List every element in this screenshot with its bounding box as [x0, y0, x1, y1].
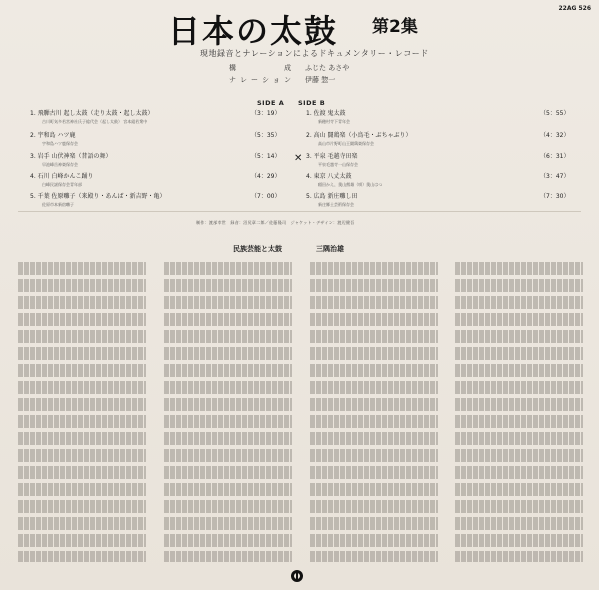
track-b-1 — [306, 108, 350, 125]
credit-role: 構成 — [229, 64, 291, 72]
track-duration: （3：19） — [251, 110, 281, 117]
track-title: 2. 高山 闘鶏楽（小鳥毛・ぶちゃぶり） — [306, 132, 412, 139]
credit-narration — [229, 75, 335, 85]
track-performer: 新穂村寺下青年会 — [318, 119, 350, 124]
track-a-3 — [30, 151, 112, 168]
track-a-1 — [30, 108, 154, 125]
track-b-4 — [306, 171, 382, 188]
track-performer: 早池峰岳神楽保存会 — [42, 162, 78, 167]
credit-role: ナレーション — [229, 76, 291, 84]
album-title: 日本の太鼓 — [168, 12, 339, 50]
track-title: 2. 宇和島 ハツ鹿 — [30, 132, 76, 139]
side-b-label: SIDE B — [298, 99, 326, 107]
track-title: 4. 東京 八丈太鼓 — [306, 173, 352, 180]
track-duration: （6：31） — [540, 153, 570, 160]
track-duration: （3：47） — [540, 173, 570, 180]
track-performer: 古川町気多若宮神社氏子総代会（起し太鼓） 宮本組若衆中 — [42, 119, 148, 124]
essay-author: 三隅治雄 — [316, 245, 344, 253]
track-performer: 平泉毛越寺一山保存会 — [318, 162, 358, 167]
credit-composition — [229, 63, 349, 73]
track-duration: （4：29） — [251, 173, 281, 180]
essay-column — [18, 262, 146, 562]
track-title: 5. 広島 新庄囃し田 — [306, 193, 358, 200]
track-performer: 宇和島ハツ鹿保存会 — [42, 141, 78, 146]
x-mark-icon: ✕ — [294, 153, 303, 164]
album-subtitle: 現地録音とナレーションによるドキュメンタリー・レコード — [200, 49, 429, 58]
catalog-number: 22AG 526 — [558, 5, 591, 12]
track-a-5 — [30, 191, 166, 208]
track-duration: （5：55） — [540, 110, 570, 117]
staff-credits: 制作：渡部幸世 録音：沼尻章二郎／佐藤隆司 ジャケット・デザイン：渡辺健吾 — [196, 220, 355, 225]
track-title: 1. 佐渡 鬼太鼓 — [306, 110, 346, 117]
track-title: 4. 石川 白峰かんこ踊り — [30, 173, 94, 180]
track-a-2 — [30, 130, 78, 147]
track-duration: （7：30） — [540, 193, 570, 200]
track-a-4 — [30, 171, 94, 188]
credit-name: 伊藤 惣一 — [305, 76, 336, 84]
track-title: 3. 岩手 山伏神楽（昔語の舞） — [30, 153, 112, 160]
track-duration: （5：14） — [251, 153, 281, 160]
side-a-label: SIDE A — [257, 99, 285, 107]
track-duration: （7：00） — [251, 193, 281, 200]
credit-name: ふじた あさや — [305, 64, 350, 72]
album-volume: 第2集 — [372, 17, 418, 37]
essay-column — [455, 262, 583, 562]
essay-column — [310, 262, 438, 562]
track-title: 1. 飛騨古川 起し太鼓（走り太鼓・起し太鼓） — [30, 110, 154, 117]
record-label-logo-mark — [296, 573, 298, 579]
track-duration: （5：35） — [251, 132, 281, 139]
track-b-2 — [306, 130, 412, 147]
track-title: 3. 平泉 毛越寺田楽 — [306, 153, 358, 160]
essay-heading: 民族芸能と太鼓 — [233, 245, 282, 253]
track-b-3 — [306, 151, 358, 168]
essay-column — [164, 262, 292, 562]
divider — [18, 211, 581, 212]
track-performer: 新庄郷土芸術保存会 — [318, 202, 354, 207]
track-b-5 — [306, 191, 358, 208]
track-performer: 高山市片野町山王闘鶏楽保存会 — [318, 141, 374, 146]
track-performer: 稲田かえ，奥山熊雄（唄）奥山はつ — [318, 182, 383, 187]
track-performer: 佐原市本新宿囃子 — [42, 202, 74, 207]
track-performer: 白峰民謡保存会青年部 — [42, 182, 82, 187]
track-duration: （4：32） — [540, 132, 570, 139]
track-title: 5. 千葉 佐原囃子（来殿り・あんば・新吉野・亀） — [30, 193, 166, 200]
